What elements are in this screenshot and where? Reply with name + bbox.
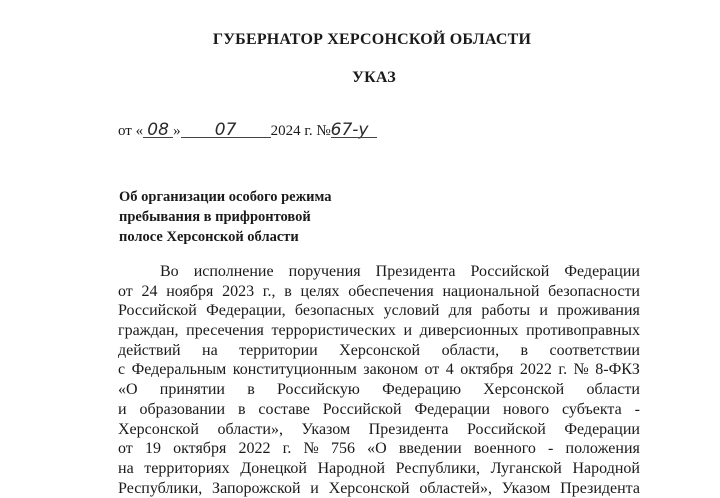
body-line [118, 439, 640, 459]
body-word: законом [363, 361, 419, 379]
year-and-number-label: 2024 г. № [270, 123, 331, 139]
body-word: территориях [144, 459, 230, 477]
body-word: г. [558, 361, 568, 379]
body-word: Федерацию [382, 381, 462, 399]
body-word: Херсонской [328, 479, 410, 497]
body-line [118, 459, 640, 479]
body-word: положения [565, 440, 640, 458]
body-line [118, 380, 640, 400]
body-word: граждан, [118, 322, 179, 340]
body-word: составе [258, 400, 310, 418]
body-line [118, 301, 640, 321]
body-word: Президента [368, 420, 449, 438]
body-word: условий [383, 302, 440, 320]
body-word: ноября [166, 282, 214, 300]
body-word: Луганской [490, 459, 562, 477]
body-word: от [424, 361, 440, 379]
body-line [118, 341, 640, 361]
body-word: Федерации, [206, 302, 286, 320]
body-word: в [247, 381, 255, 399]
subject-line: полосе Херсонской области [119, 229, 299, 245]
body-word: нового [502, 400, 550, 418]
body-word: военного [473, 440, 536, 458]
body-word: и [118, 400, 127, 418]
body-word: Федеральным [131, 361, 227, 379]
decree-subject [119, 187, 332, 247]
body-word: Указом [301, 420, 351, 438]
body-line [118, 420, 640, 440]
body-word: области [586, 381, 640, 399]
body-word: Федерации [414, 400, 491, 418]
body-word: Во [160, 263, 179, 280]
body-word: г. [282, 440, 292, 458]
body-word: Херсонской [118, 420, 199, 438]
document-type-heading: УКАЗ [352, 69, 396, 86]
body-word: от [118, 282, 133, 300]
body-word: Республики, [118, 479, 203, 497]
body-word: Запорожской [212, 479, 301, 497]
body-word: области, [441, 341, 500, 359]
subject-line: пребывания в прифронтовой [119, 209, 311, 225]
body-word: Херсонской [483, 381, 565, 399]
body-word: Народной [572, 459, 640, 477]
body-word: № [573, 361, 589, 379]
date-day-close: » [173, 123, 181, 139]
body-word: Федерации [564, 420, 640, 438]
body-word: - [548, 440, 554, 458]
body-word: принятии [159, 381, 225, 399]
handwritten-decree-number: 67-у [331, 122, 377, 139]
body-word: Российской [118, 302, 197, 320]
body-word: на [118, 459, 134, 477]
body-word: пресечения [186, 322, 264, 340]
body-line [118, 479, 640, 498]
body-word: 24 [141, 282, 158, 300]
body-word: национальной [442, 282, 540, 300]
body-line [118, 321, 640, 341]
body-word: противоправных [526, 322, 640, 340]
body-word: проживания [557, 302, 640, 320]
body-word: субъекта [562, 400, 622, 418]
body-word: диверсионных [419, 322, 519, 340]
body-word: в [520, 341, 529, 359]
body-word: октября [460, 361, 514, 379]
date-number-line [118, 122, 377, 140]
body-word: «О [367, 440, 387, 458]
body-word: поручения [288, 263, 361, 280]
body-word: безопасности [548, 282, 640, 300]
body-line [118, 400, 640, 420]
body-word: Донецкой [240, 459, 307, 477]
body-word: обеспечения [348, 282, 434, 300]
body-word: и [310, 479, 319, 497]
body-word: Народной [317, 459, 386, 477]
body-word: для [448, 302, 473, 320]
body-word: Республики, [395, 459, 480, 477]
body-word: 2023 [222, 282, 255, 300]
subject-line: Об организации особого режима [119, 189, 332, 205]
body-word: введении [398, 440, 462, 458]
body-word: безопасных [294, 302, 375, 320]
body-word: области», [217, 420, 283, 438]
body-word: исполнение [193, 263, 274, 280]
body-line [118, 282, 640, 302]
date-prefix: от « [118, 123, 144, 139]
body-word: октября [173, 440, 227, 458]
body-word: и [403, 322, 413, 340]
body-word: образовании [139, 400, 226, 418]
body-word: - [634, 400, 640, 418]
body-word: Президента [375, 263, 456, 280]
handwritten-day: 08 [143, 122, 173, 139]
body-word: соответствии [549, 341, 640, 359]
body-word: г., [262, 282, 276, 300]
body-word: работы [481, 302, 531, 320]
body-word: Федерации [564, 263, 640, 280]
body-word: Российской [322, 400, 402, 418]
body-word: от [118, 440, 133, 458]
body-word: 2022 [238, 440, 271, 458]
body-word: Президента [560, 479, 640, 497]
body-word: 8-ФКЗ [595, 361, 640, 379]
body-word: на [202, 341, 218, 359]
body-word: областей», [419, 479, 492, 497]
handwritten-month: 07 [181, 122, 271, 139]
body-word: «О [118, 381, 138, 399]
body-word: конституционным [232, 361, 357, 379]
body-word: 756 [330, 440, 355, 458]
body-word: с [118, 361, 126, 379]
body-word: в [284, 282, 292, 300]
body-word: действий [118, 341, 181, 359]
body-word: Указом [501, 479, 551, 497]
body-line [118, 262, 640, 282]
body-word: 19 [144, 440, 161, 458]
body-word: Российской [467, 420, 546, 438]
body-word: № [303, 440, 319, 458]
body-word: Российскую [277, 381, 360, 399]
decree-body-text [118, 262, 640, 498]
body-word: Российской [470, 263, 550, 280]
body-word: в [237, 400, 246, 418]
body-word: 4 [445, 361, 454, 379]
issuing-authority-heading: ГУБЕРНАТОР ХЕРСОНСКОЙ ОБЛАСТИ [212, 31, 532, 48]
body-word: и [539, 302, 548, 320]
body-line [118, 360, 640, 380]
body-word: целях [300, 282, 340, 300]
body-word: территории [239, 341, 318, 359]
body-word: 2022 [519, 361, 552, 379]
body-word: террористических [271, 322, 396, 340]
body-word: Херсонской [339, 341, 421, 359]
